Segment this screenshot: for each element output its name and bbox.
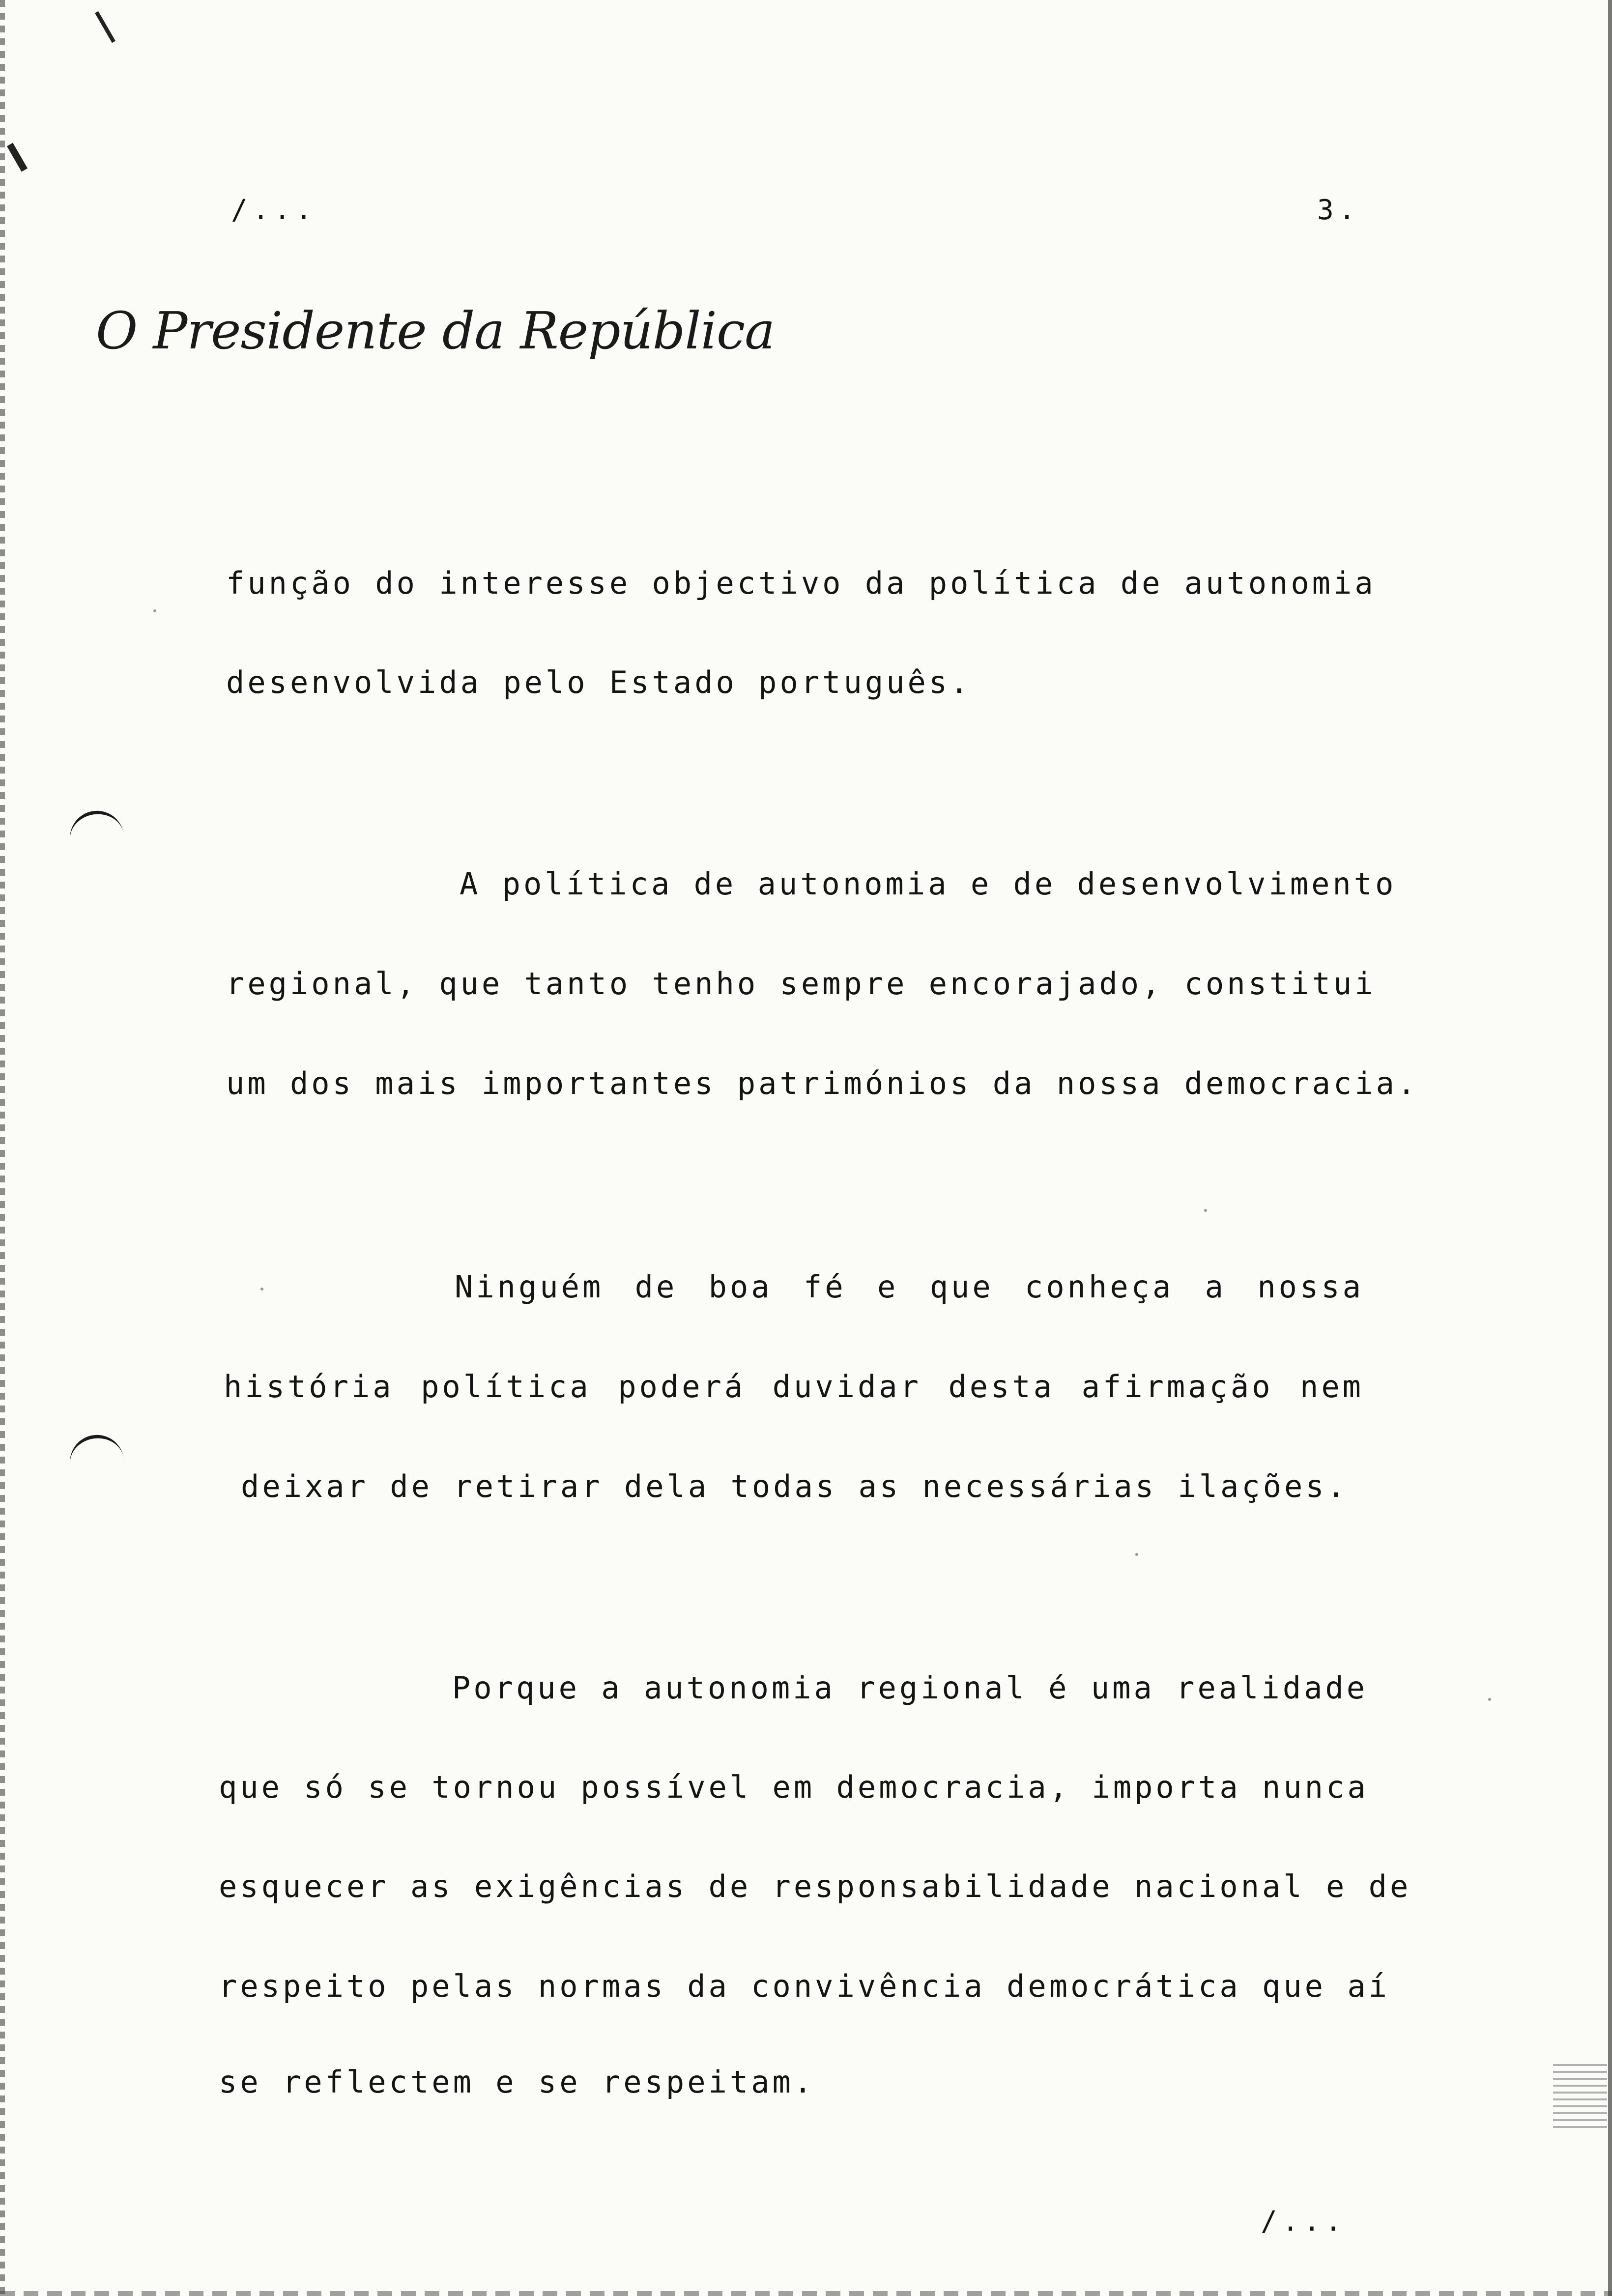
punch-hole-mark (66, 1432, 125, 1477)
margin-ruler-marks (1553, 2064, 1607, 2133)
scan-speck (1204, 1209, 1207, 1212)
continuation-mark-bottom: /... (1261, 2206, 1347, 2238)
stray-pen-mark (7, 143, 28, 172)
text-line: história política poderá duvidar desta afirmação nem (224, 1369, 1364, 1405)
scan-speck (153, 609, 156, 612)
page-number: 3. (1317, 194, 1360, 226)
text-line: respeito pelas normas da convivência democrática que aí (219, 1968, 1390, 2004)
text-line: um dos mais importantes patrimónios da nossa democracia. (226, 1065, 1419, 1101)
text-line: Ninguém de boa fé e que conheça a nossa (455, 1269, 1364, 1305)
text-line: função do interesse objectivo da política de autonomia (226, 565, 1376, 601)
scan-edge-left (0, 0, 5, 2296)
text-line: Porque a autonomia regional é uma realidade (452, 1670, 1368, 1706)
punch-hole-mark (66, 807, 125, 853)
text-line: que só se tornou possível em democracia, importa nunca (219, 1769, 1369, 1805)
text-line: deixar de retirar dela todas as necessárias ilações. (241, 1468, 1349, 1504)
stray-pen-mark (95, 11, 115, 43)
continuation-mark-top: /... (231, 194, 317, 226)
text-line: regional, que tanto tenho sempre encorajado, constitui (226, 966, 1376, 1002)
text-line: A política de autonomia e de desenvolvimento (460, 866, 1397, 902)
text-line: esquecer as exigências de responsabilidade nacional e de (219, 1868, 1411, 1904)
scan-speck (260, 1288, 263, 1291)
scan-edge-right (1608, 0, 1612, 2296)
text-line: se reflectem e se respeitam. (219, 2064, 815, 2100)
scan-speck (1488, 1698, 1491, 1701)
text-line: desenvolvida pelo Estado português. (226, 664, 972, 700)
letterhead-title: O Presidente da República (96, 301, 775, 361)
scan-speck (1135, 1553, 1138, 1556)
scan-edge-bottom (0, 2291, 1612, 2296)
